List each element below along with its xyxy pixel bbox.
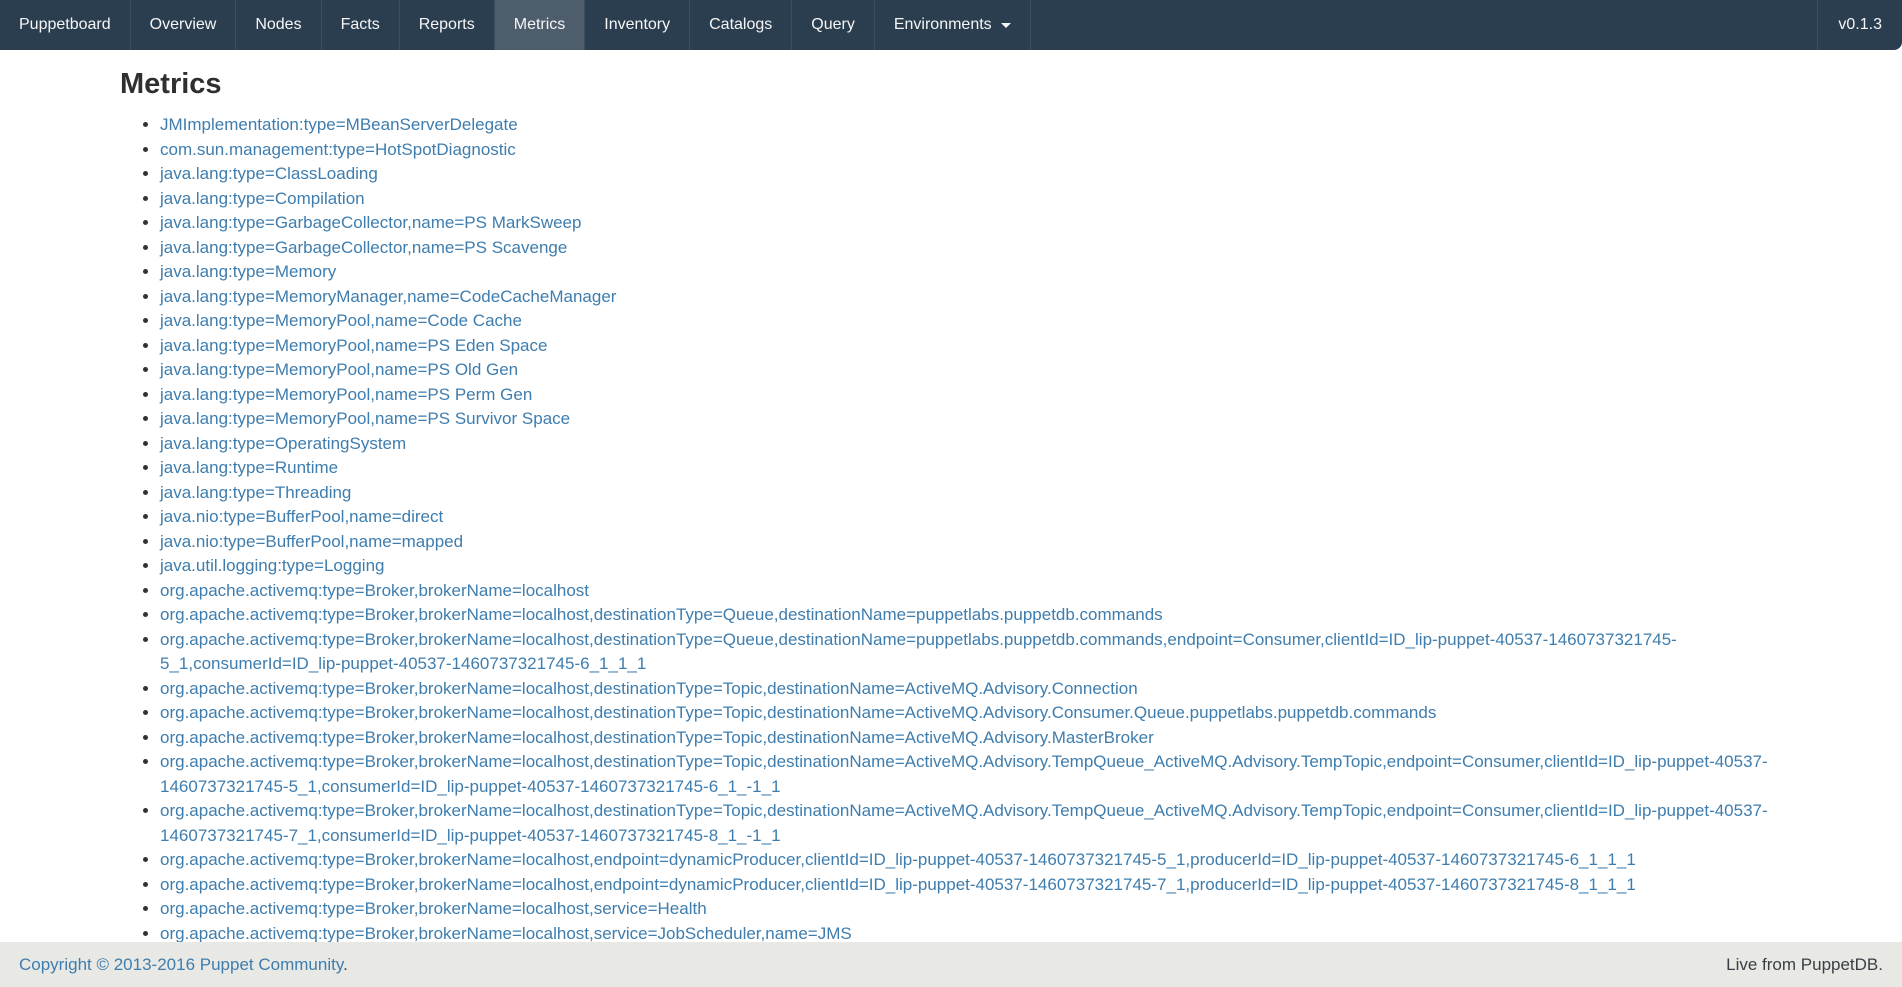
metric-link[interactable]: java.lang:type=MemoryPool,name=PS Survivor Space xyxy=(160,409,571,428)
metric-list-item xyxy=(160,726,1782,751)
metric-link[interactable]: java.nio:type=BufferPool,name=mapped xyxy=(160,531,464,551)
metric-list-item xyxy=(160,309,1782,334)
nav-item-label: Query xyxy=(811,16,855,33)
copyright-text xyxy=(19,955,348,975)
metric-link[interactable]: org.apache.activemq:type=Broker,brokerName=localhost,destinationType=Topic,destinationName=ActiveMQ.Advisory.MasterBroker xyxy=(160,727,1154,747)
nav-item-environments[interactable] xyxy=(875,0,1031,50)
metric-link[interactable]: org.apache.activemq:type=Broker,brokerName=localhost,destinationType=Queue,destinationName=puppetlabs.puppetdb.commands xyxy=(160,605,1163,624)
metric-link[interactable]: java.nio:type=BufferPool,name=direct xyxy=(160,507,444,526)
nav-item-label: Catalogs xyxy=(709,16,773,33)
metric-link[interactable]: org.apache.activemq:type=Broker,brokerName=localhost xyxy=(160,580,590,600)
metric-link[interactable]: java.lang:type=Threading xyxy=(160,482,352,502)
metric-link[interactable]: java.lang:type=OperatingSystem xyxy=(160,433,407,453)
metric-list-item xyxy=(160,554,1782,579)
metric-link[interactable]: java.lang:type=GarbageCollector,name=PS MarkSweep xyxy=(160,213,582,232)
metric-link[interactable]: java.util.logging:type=Logging xyxy=(160,556,385,575)
metric-list-item xyxy=(160,407,1782,432)
metric-link[interactable]: org.apache.activemq:type=Broker,brokerName=localhost,destinationType=Topic,destinationName=ActiveMQ.Advisory.TempQueue_ActiveMQ.Advisory.TempTopic,endpoint=Consumer,clientId=ID_lip-puppet-40537-1460737321745-7_1,consumerId=ID_lip-puppet-40537-1460737321745-8_1_-1_1 xyxy=(160,801,1768,845)
metric-link[interactable]: java.lang:type=GarbageCollector,name=PS Scavenge xyxy=(160,237,568,257)
nav-item-puppetboard[interactable] xyxy=(0,0,131,50)
metric-list-item xyxy=(160,579,1782,604)
metric-list-item xyxy=(160,358,1782,383)
metric-link[interactable]: org.apache.activemq:type=Broker,brokerName=localhost,endpoint=dynamicProducer,clientId=ID_lip-puppet-40537-1460737321745-5_1,producerId=ID_lip-puppet-40537-1460737321745-6_1_1_1 xyxy=(160,850,1636,869)
metric-list-item xyxy=(160,603,1782,628)
metric-list-item xyxy=(160,334,1782,359)
copyright-link[interactable]: Copyright © 2013-2016 Puppet Community xyxy=(19,954,344,974)
copyright-suffix: . xyxy=(343,954,348,974)
metric-list-item xyxy=(160,481,1782,506)
navbar-items xyxy=(0,0,1817,50)
nav-item-nodes[interactable] xyxy=(236,0,321,50)
metric-list-item xyxy=(160,628,1782,677)
metric-link[interactable]: java.lang:type=Runtime xyxy=(160,458,339,477)
metric-list-item xyxy=(160,432,1782,457)
metrics-list xyxy=(120,113,1782,946)
metric-list-item xyxy=(160,897,1782,922)
metric-list-item xyxy=(160,383,1782,408)
nav-item-reports[interactable] xyxy=(400,0,495,50)
metric-link[interactable]: org.apache.activemq:type=Broker,brokerName=localhost,service=JobScheduler,name=JMS xyxy=(160,923,852,943)
metric-link[interactable]: com.sun.management:type=HotSpotDiagnostic xyxy=(160,139,516,159)
metric-link[interactable]: java.lang:type=MemoryPool,name=PS Old Gen xyxy=(160,360,519,379)
metric-link[interactable]: java.lang:type=Compilation xyxy=(160,188,365,208)
page-title: Metrics xyxy=(120,68,222,100)
metric-list-item xyxy=(160,211,1782,236)
metric-list-item xyxy=(160,187,1782,212)
metric-list-item xyxy=(160,799,1782,848)
metric-list-item xyxy=(160,456,1782,481)
metric-link[interactable]: java.lang:type=MemoryPool,name=Code Cache xyxy=(160,311,522,330)
metric-list-item xyxy=(160,113,1782,138)
metric-link[interactable]: java.lang:type=ClassLoading xyxy=(160,164,378,183)
metric-link[interactable]: java.lang:type=MemoryPool,name=PS Eden Space xyxy=(160,335,548,355)
nav-item-label: Environments xyxy=(893,16,992,33)
nav-item-label: Inventory xyxy=(604,16,671,33)
nav-item-label: Metrics xyxy=(513,16,566,33)
metric-list-item xyxy=(160,848,1782,873)
metric-link[interactable]: org.apache.activemq:type=Broker,brokerName=localhost,endpoint=dynamicProducer,clientId=ID_lip-puppet-40537-1460737321745-7_1,producerId=ID_lip-puppet-40537-1460737321745-8_1_1_1 xyxy=(160,874,1636,894)
metric-link[interactable]: org.apache.activemq:type=Broker,brokerName=localhost,destinationType=Queue,destinationName=puppetlabs.puppetdb.commands,endpoint=Consumer,clientId=ID_lip-puppet-40537-1460737321745-5_1,consumerId=ID_lip-puppet-40537-1460737321745-6_1_1_1 xyxy=(160,629,1677,673)
nav-item-label: Facts xyxy=(340,16,380,33)
metric-link[interactable]: java.lang:type=Memory xyxy=(160,262,337,281)
caret-down-icon xyxy=(1001,23,1011,28)
nav-item-label: Puppetboard xyxy=(19,16,111,33)
metric-link[interactable]: org.apache.activemq:type=Broker,brokerName=localhost,destinationType=Topic,destinationName=ActiveMQ.Advisory.Connection xyxy=(160,678,1138,698)
footer xyxy=(0,942,1902,987)
metric-link[interactable]: java.lang:type=MemoryPool,name=PS Perm Gen xyxy=(160,384,533,404)
metric-list-item xyxy=(160,285,1782,310)
metric-list-item xyxy=(160,701,1782,726)
metric-list-item xyxy=(160,873,1782,898)
nav-item-label: Overview xyxy=(149,16,217,33)
metric-link[interactable]: org.apache.activemq:type=Broker,brokerName=localhost,service=Health xyxy=(160,899,707,918)
metric-list-item xyxy=(160,677,1782,702)
nav-item-overview[interactable] xyxy=(131,0,237,50)
navbar xyxy=(0,0,1902,50)
main-content xyxy=(0,50,1902,987)
version-badge: v0.1.3 xyxy=(1817,0,1902,50)
nav-item-label: Reports xyxy=(418,16,475,33)
metric-list-item xyxy=(160,138,1782,163)
metric-list-item xyxy=(160,505,1782,530)
nav-item-query[interactable] xyxy=(792,0,875,50)
metric-link[interactable]: java.lang:type=MemoryManager,name=CodeCacheManager xyxy=(160,286,617,306)
nav-item-metrics[interactable] xyxy=(495,0,586,50)
live-from-puppetdb-text: Live from PuppetDB. xyxy=(1726,954,1883,974)
metric-list-item xyxy=(160,236,1782,261)
nav-item-catalogs[interactable] xyxy=(690,0,792,50)
metric-list-item xyxy=(160,260,1782,285)
nav-item-inventory[interactable] xyxy=(585,0,690,50)
nav-item-label: Nodes xyxy=(255,16,302,33)
metric-link[interactable]: JMImplementation:type=MBeanServerDelegate xyxy=(160,115,518,134)
metric-list-item xyxy=(160,162,1782,187)
metric-list-item xyxy=(160,530,1782,555)
metric-list-item xyxy=(160,750,1782,799)
metric-link[interactable]: org.apache.activemq:type=Broker,brokerName=localhost,destinationType=Topic,destinationName=ActiveMQ.Advisory.Consumer.Queue.puppetlabs.puppetdb.commands xyxy=(160,703,1437,722)
metric-link[interactable]: org.apache.activemq:type=Broker,brokerName=localhost,destinationType=Topic,destinationName=ActiveMQ.Advisory.TempQueue_ActiveMQ.Advisory.TempTopic,endpoint=Consumer,clientId=ID_lip-puppet-40537-1460737321745-5_1,consumerId=ID_lip-puppet-40537-1460737321745-6_1_-1_1 xyxy=(160,752,1768,796)
nav-item-facts[interactable] xyxy=(322,0,400,50)
